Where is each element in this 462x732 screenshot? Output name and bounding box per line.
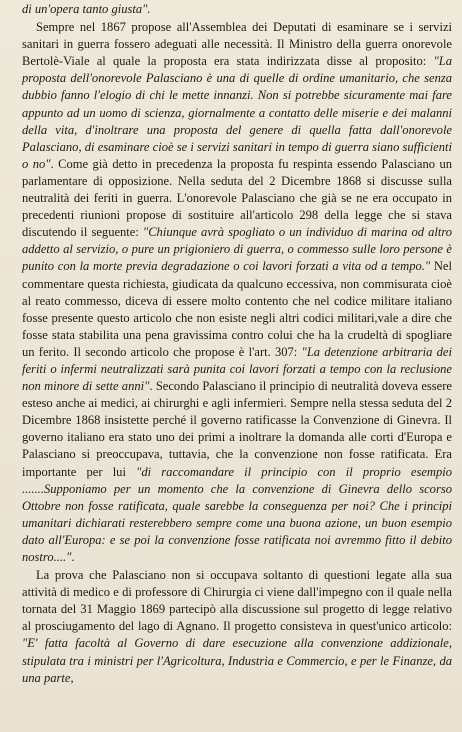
text-run: . Come già detto in precedenza la proposta fu respinta essendo Palasciano un parlamentare di opposizione. Nella seduta del 2 Dicembre 1868 si discusse sulla neutralità dei feriti in guerra. L'onorevole Palasciano che già se ne era occupato in precedenti riunioni propose di sostituire all'articolo 298 della legge che si stava discutendo il seguente:: [22, 156, 452, 240]
paragraph-1: [22, 1, 452, 18]
text-run: La prova che Palasciano non si occupava soltanto di questioni legate alla sua attività di medico e di professore di Chirurgia ci viene dall'impegno con il quale nella tornata del 31 Maggio 1869 partecipò alla discussione sul progetto di legge relativo al prosciugamento del lago di Agnano. Il progetto consisteva in quest'unico articolo:: [22, 568, 452, 634]
quotation-run: "Chiunque avrà spogliato o un individuo di marina od altro addetto al servizio, o pure un prigioniero di guerra, o commesso sulle loro persone è punito con la morte previa degradazione o coi lavori forzati a vita od a tempo.": [22, 225, 453, 274]
quotation-run: "di raccomandare il principio con il proprio esempio .......Supponiamo per un momento che la convenzione di Ginevra dello scorso Ottobre non fosse ratificata, quale sarebbe la conseguenza per noi? Che i principi umanitari dichiarati resterebbero sempre come una buona azione, un buon esempio dato all'Europa: e se poi la convenzione fosse ratificata noi avremmo fitto il debito nostro....": [22, 464, 453, 564]
text-run: . Secondo Palasciano il principio di neutralità doveva essere esteso anche ai medici, ai chirurghi e agli infermieri. Sempre nella stessa seduta del 2 Dicembre 1868 insistette perché il governo ratificasse la Convenzione di Ginevra. Il governo italiano era stato uno dei primi a inoltrare la domanda alle corti d'Europa e Palasciano si preoccupava, tuttavia, che la convenzione non fosse ratificata. Era importante per lui: [22, 379, 452, 479]
quotation-run: "E' fatta facoltà al Governo di dare esecuzione alla convenzione addizionale, stipulata tra i ministri per l'Agricoltura, Industria e Commercio, e per le Finanze, da una parte,: [22, 636, 452, 685]
text-run: Sempre nel 1867 propose all'Assemblea dei Deputati di esaminare se i servizi sanitari in guerra fossero adeguati alle necessità. Il Ministro della guerra onorevole Bertolè-Viale al quale la proposta era stata indirizzata disse al proposito:: [22, 20, 452, 69]
paragraph-3: [22, 567, 452, 687]
quotation-run: "La detenzione arbitraria dei feriti o infermi neutralizzati sarà punita coi lavori forzati a tempo con la reclusione non minore di sette anni": [22, 344, 452, 394]
quotation-run: "La proposta dell'onorevole Palasciano è una di quelle di ordine umanitario, che senza dubbio fanno l'elogio di chi le mette innanzi. Non si potrebbe sicuramente mai fare appunto ad un uomo di scienza, giornalmente a contatto delle miserie e dei malanni della vita, d'inoltrare una proposta del genere di quella fatta dall'onorevole Palasciano, di esaminare cioè se i servizi sanitari in tempo di guerra siano sufficienti o no": [22, 54, 452, 171]
text-run: Nel commentare questa richiesta, giudicata da qualcuno eccessiva, non commisurata cioè al reato commesso, diceva di essere molto contento che nel codice militare italiano fosse presente questo articolo che non esiste negli altri codici militari,vale a dire che fosse stata stabilita una pena gravissima contro colui che ha la crudeltà di spogliare un ferito. Il secondo articolo che propose è l'art. 307:: [22, 259, 452, 359]
text-run: .: [71, 550, 75, 564]
text-run: di un'opera tanto giusta".: [22, 2, 151, 16]
paragraph-2: [22, 19, 452, 566]
